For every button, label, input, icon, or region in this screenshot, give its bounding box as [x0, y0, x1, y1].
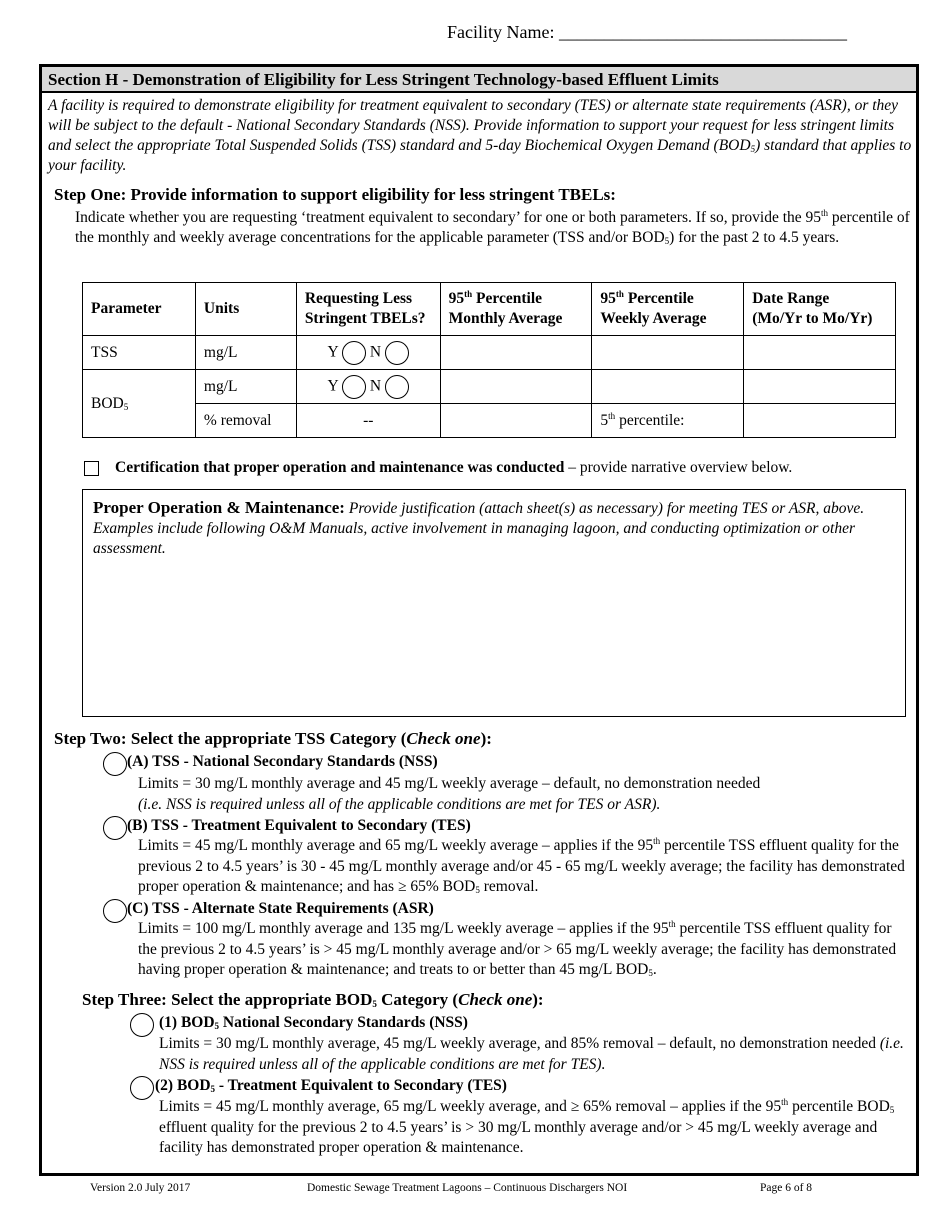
header-monthly: 95th Percentile Monthly Average — [440, 283, 592, 336]
bod-option-1-title: (1) $BOD_5$ National Secondary Standards (NSS) — [159, 1014, 468, 1031]
bod-yes-radio[interactable] — [342, 375, 366, 399]
tss-option-a-title: (A) TSS - National Secondary Standards (NSS) — [127, 753, 438, 770]
footer-page-number: Page 6 of 8 — [760, 1182, 813, 1194]
certification-checkbox[interactable] — [84, 461, 99, 476]
step-one-text: Indicate whether you are requesting ‘treatment equivalent to secondary’ for one or both parameters. If so, provide the 95th percentile of the monthly and weekly average concentrations for the applicable parameter (TSS and/or $BOD_5$) for the past 2 to 4.5 years. — [75, 208, 910, 246]
bod-monthly-input[interactable] — [440, 370, 592, 404]
facility-name-label: Facility Name: ________________________________ — [447, 22, 847, 42]
cell-tss-request: Y N — [296, 336, 440, 370]
facility-name-field — [447, 22, 847, 43]
cell-bod-removal-units: % removal — [195, 404, 296, 438]
table-row-bod-removal — [83, 404, 896, 438]
cell-tss-units: mg/L — [195, 336, 296, 370]
tss-option-b-text: Limits = 45 mg/L monthly average and 65 mg/L weekly average – applies if the 95th percentile TSS effluent quality for the previous 2 to 4.5 years’ is 30 - 45 mg/L monthly average and/or 45 - 65 mg/L weekly average; the facility has demonstrated proper operation & maintenance; and has ≥ 65% $BOD_5$ removal. — [138, 836, 905, 895]
footer-version: Version 2.0 July 2017 — [90, 1182, 191, 1194]
bod-option-2-radio[interactable] — [130, 1076, 154, 1100]
cell-tss-parameter: TSS — [83, 336, 196, 370]
tss-monthly-input[interactable] — [440, 336, 592, 370]
bod-option-2-text: Limits = 45 mg/L monthly average, 65 mg/L weekly average, and ≥ 65% removal – applies if the 95th percentile $BOD_5$ effluent quality for the previous 2 to 4.5 years’ is > 30 mg/L monthly average and/or > 45 mg/L weekly average and facility has demonstrated proper operation & maintenance. — [159, 1097, 895, 1156]
header-date-range: Date Range (Mo/Yr to Mo/Yr) — [744, 283, 896, 336]
footer-document-title: Domestic Sewage Treatment Lagoons – Continuous Dischargers NOI — [307, 1182, 628, 1194]
tss-option-c-title: (C) TSS - Alternate State Requirements (ASR) — [127, 900, 434, 917]
bod-weekly-input[interactable] — [592, 370, 744, 404]
section-title: Section H - Demonstration of Eligibility for Less Stringent Technology-based Effluent Limits — [42, 67, 916, 93]
section-intro: A facility is required to demonstrate eligibility for treatment equivalent to secondary (TES) or alternate state requirements (ASR), or they will be subject to the default - National Secondary Standards (NSS). Provide information to support your request for less stringent limits and select the appropriate Total Suspended Solids (TSS) standard and 5-day Biochemical Oxygen Demand $(BOD_5)$ standard that applies to your facility. — [48, 97, 912, 174]
table-row-tss — [83, 336, 896, 370]
certification-text: Certification that proper operation and maintenance was conducted – provide narrative overview below. — [115, 459, 793, 476]
tss-option-b-title: (B) TSS - Treatment Equivalent to Secondary (TES) — [127, 817, 471, 834]
bod-option-1-text: Limits = 30 mg/L monthly average, 45 mg/L weekly average, and 85% removal – default, no demonstration needed (i.e. NSS is required unless all of the applicable conditions are met for TES). — [159, 1035, 904, 1073]
header-requesting: Requesting Less Stringent TBELs? — [296, 283, 440, 336]
tss-option-c-text: Limits = 100 mg/L monthly average and 135 mg/L weekly average – applies if the 95th percentile TSS effluent quality for the previous 2 to 4.5 years’ is > 45 mg/L monthly average and/or > 65 mg/L weekly average; the facility has demonstrated having proper operation & maintenance; and treats to or better than 45 mg/L $BOD_5$. — [138, 919, 897, 978]
header-weekly: 95th Percentile Weekly Average — [592, 283, 744, 336]
tss-weekly-input[interactable] — [592, 336, 744, 370]
tss-yes-radio[interactable] — [342, 341, 366, 365]
header-units: Units — [195, 283, 296, 336]
table-row-bod — [83, 370, 896, 404]
tss-date-range-input[interactable] — [744, 336, 896, 370]
tss-option-b-radio[interactable] — [103, 816, 127, 840]
step-two-title: Step Two: Select the appropriate TSS Category (Check one): — [54, 729, 492, 748]
parameters-table — [82, 282, 896, 438]
tss-option-a-radio[interactable] — [103, 752, 127, 776]
tss-option-c-radio[interactable] — [103, 899, 127, 923]
bod-no-radio[interactable] — [385, 375, 409, 399]
table-header-row — [83, 283, 896, 336]
tss-no-radio[interactable] — [385, 341, 409, 365]
bod-removal-percentile-input[interactable]: 5th percentile: — [592, 404, 744, 438]
cell-bod-removal-dash: -- — [296, 404, 440, 438]
bod-removal-date-range-input[interactable] — [744, 404, 896, 438]
bod-date-range-input[interactable] — [744, 370, 896, 404]
bod-removal-monthly-input[interactable] — [440, 404, 592, 438]
step-three-title: Step Three: Select the appropriate $BOD_5$ Category (Check one): — [82, 990, 544, 1009]
bod-option-1-radio[interactable] — [130, 1013, 154, 1037]
om-narrative-box[interactable] — [82, 489, 906, 717]
om-instructions: Provide justification (attach sheet(s) as necessary) for meeting TES or ASR, above. Examples include following O&M Manuals, active involvement in managing lagoon, and conducting optimization or other assessment. — [93, 500, 865, 557]
tss-option-a-text: Limits = 30 mg/L monthly average and 45 mg/L weekly average – default, no demonstration needed (i.e. NSS is required unless all of the applicable conditions are met for TES or ASR). — [138, 775, 761, 813]
om-title: Proper Operation & Maintenance: — [93, 498, 345, 517]
cell-bod-parameter: $BOD_5$ — [83, 370, 196, 438]
cell-bod-units: mg/L — [195, 370, 296, 404]
bod-option-2-title: (2) $BOD_5$ - Treatment Equivalent to Secondary (TES) — [155, 1077, 507, 1094]
cell-bod-request: Y N — [296, 370, 440, 404]
header-parameter: Parameter — [83, 283, 196, 336]
step-one-title: Step One: Provide information to support eligibility for less stringent TBELs: — [54, 185, 616, 204]
